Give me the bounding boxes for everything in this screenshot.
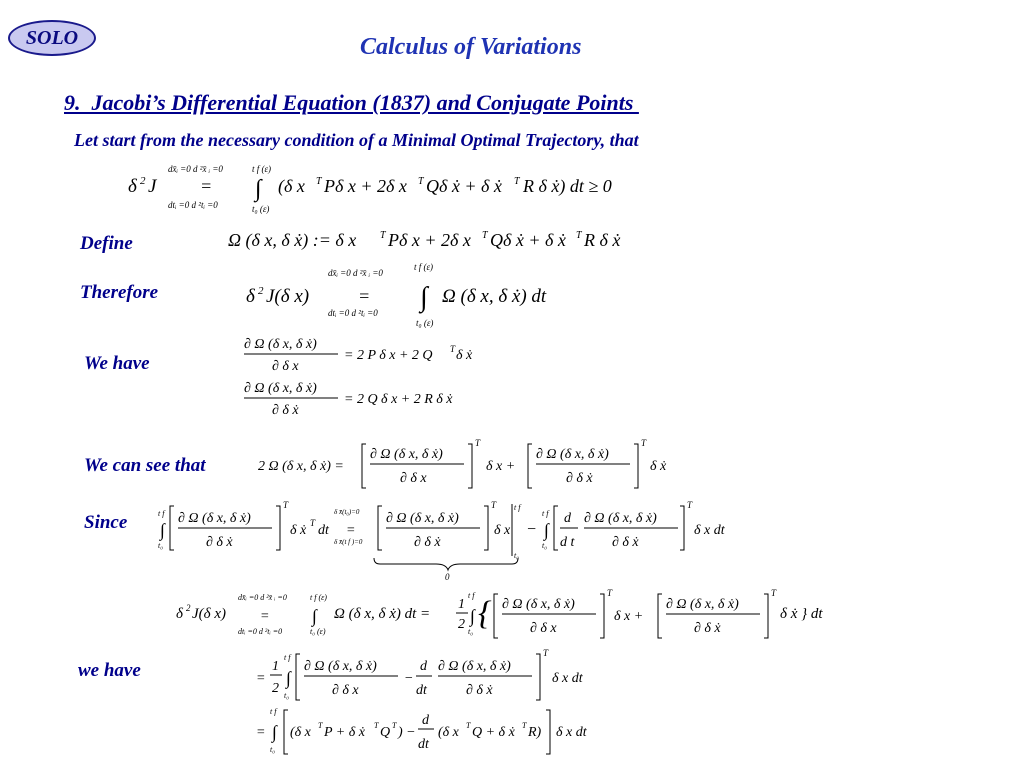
- svg-text:Qδ ẋ + δ ẋ: Qδ ẋ + δ ẋ: [490, 230, 566, 250]
- svg-text:(δ x: (δ x: [278, 176, 305, 196]
- svg-text:∂ Ω (δ x, δ ẋ): ∂ Ω (δ x, δ ẋ): [536, 447, 609, 462]
- svg-text:dt: dt: [418, 737, 429, 752]
- solo-badge: [8, 20, 96, 56]
- svg-text:∂ Ω (δ x, δ ẋ): ∂ Ω (δ x, δ ẋ): [178, 511, 251, 526]
- svg-text:δ x dt: δ x dt: [694, 523, 725, 538]
- svg-text:T: T: [687, 500, 693, 510]
- svg-text:∂ δ x: ∂ δ x: [272, 359, 299, 374]
- label-since: Since: [84, 512, 128, 533]
- svg-text:−: −: [404, 671, 414, 686]
- label-define: Define: [80, 233, 133, 254]
- svg-text:R δ ẋ) dt ≥ 0: R δ ẋ) dt ≥ 0: [523, 176, 612, 196]
- svg-text:T: T: [318, 721, 323, 730]
- svg-text:Pδ x + 2δ x: Pδ x + 2δ x: [388, 230, 471, 250]
- svg-text:δ x̄(t₀)=0: δ x̄(t₀)=0: [334, 508, 360, 516]
- svg-text:2: 2: [186, 603, 191, 613]
- equation-therefore: [246, 262, 576, 334]
- svg-text:δ ẋ: δ ẋ: [456, 348, 473, 363]
- svg-text:T: T: [450, 344, 456, 354]
- svg-text:∂ δ x: ∂ δ x: [332, 683, 359, 698]
- svg-text:t f: t f: [468, 591, 475, 600]
- svg-text:T: T: [283, 500, 289, 510]
- svg-text:T: T: [316, 176, 322, 187]
- svg-text:= 2 Q δ x + 2 R δ ẋ: = 2 Q δ x + 2 R δ ẋ: [344, 392, 453, 407]
- equation-second-variation-form: [176, 588, 776, 644]
- label-we-have: We have: [84, 353, 150, 374]
- svg-text:t₀: t₀: [270, 745, 276, 754]
- svg-text:∂ δ ẋ: ∂ δ ẋ: [466, 683, 493, 698]
- svg-text:∂ Ω (δ x, δ ẋ): ∂ Ω (δ x, δ ẋ): [438, 659, 511, 674]
- svg-text:∂ δ x: ∂ δ x: [400, 471, 427, 486]
- svg-text:t₀: t₀: [284, 691, 290, 700]
- svg-text:T: T: [576, 230, 582, 241]
- svg-text:2: 2: [140, 175, 146, 187]
- svg-text:dt: dt: [416, 683, 427, 698]
- svg-text:t₀ (ε): t₀ (ε): [252, 204, 270, 214]
- svg-text:) −: ) −: [398, 725, 416, 740]
- svg-text:=: =: [200, 176, 213, 196]
- svg-text:∫: ∫: [470, 606, 475, 626]
- svg-text:Ω (δ x, δ ẋ) := δ x: Ω (δ x, δ ẋ) := δ x: [228, 230, 357, 250]
- svg-text:∫: ∫: [544, 520, 549, 540]
- svg-text:R): R): [528, 725, 542, 740]
- svg-text:t₀: t₀: [468, 627, 474, 636]
- svg-text:1: 1: [458, 597, 465, 612]
- svg-text:∂ δ ẋ: ∂ δ ẋ: [566, 471, 593, 486]
- svg-text:∂ Ω (δ x, δ ẋ): ∂ Ω (δ x, δ ẋ): [666, 597, 739, 612]
- svg-text:t f: t f: [284, 653, 291, 662]
- equation-euler-homogeneous: [258, 440, 678, 494]
- svg-text:T: T: [482, 230, 488, 241]
- svg-text:∫: ∫: [286, 668, 291, 688]
- svg-text:T: T: [771, 588, 777, 598]
- svg-text:t f: t f: [270, 707, 277, 716]
- svg-text:t f: t f: [542, 509, 549, 518]
- svg-text:t f (ε): t f (ε): [252, 164, 272, 174]
- svg-text:dtᵢ =0 d ²tᵢ =0: dtᵢ =0 d ²tᵢ =0: [328, 308, 378, 318]
- svg-text:T: T: [641, 438, 647, 448]
- svg-text:d: d: [420, 659, 427, 674]
- svg-text:∂ δ ẋ: ∂ δ ẋ: [206, 535, 233, 550]
- svg-text:δ x dt: δ x dt: [556, 725, 587, 740]
- svg-text:Qδ ẋ + δ ẋ: Qδ ẋ + δ ẋ: [426, 176, 502, 196]
- svg-text:∫: ∫: [255, 176, 262, 202]
- svg-text:δ ẋ: δ ẋ: [290, 523, 307, 538]
- svg-text:∂ Ω (δ x, δ ẋ): ∂ Ω (δ x, δ ẋ): [244, 381, 317, 396]
- svg-text:R δ ẋ: R δ ẋ: [584, 230, 621, 250]
- svg-text:Ω (δ x, δ ẋ) dt =: Ω (δ x, δ ẋ) dt =: [334, 606, 431, 622]
- svg-text:δ: δ: [128, 176, 137, 197]
- equation-second-variation: [128, 158, 648, 218]
- svg-text:P + δ ẋ: P + δ ẋ: [324, 725, 365, 740]
- svg-text:∫: ∫: [160, 520, 165, 540]
- svg-text:t₀: t₀: [158, 541, 164, 550]
- svg-text:t f: t f: [514, 503, 521, 512]
- svg-text:T: T: [522, 721, 527, 730]
- svg-text:δ x +: δ x +: [486, 459, 516, 474]
- svg-text:Q: Q: [380, 725, 391, 740]
- svg-text:∂ δ ẋ: ∂ δ ẋ: [414, 535, 441, 550]
- svg-text:Q + δ ẋ: Q + δ ẋ: [472, 725, 515, 740]
- svg-text:t₀ (ε): t₀ (ε): [310, 627, 326, 636]
- svg-text:d: d: [422, 713, 429, 728]
- svg-text:d: d: [564, 511, 571, 526]
- equation-integration-by-parts: [156, 500, 736, 580]
- svg-text:=: =: [256, 725, 266, 740]
- svg-text:t f: t f: [158, 509, 165, 518]
- svg-text:dx̄ᵢ =0 d ²x̄ ᵢ =0: dx̄ᵢ =0 d ²x̄ ᵢ =0: [238, 593, 287, 602]
- svg-text:∫: ∫: [272, 722, 277, 742]
- svg-text:δ: δ: [176, 606, 183, 622]
- intro-text: Let start from the necessary condition of a Minimal Optimal Trajectory, that: [74, 130, 639, 150]
- equation-we-have-b: [256, 706, 616, 762]
- svg-text:Pδ x + 2δ x: Pδ x + 2δ x: [324, 176, 407, 196]
- svg-text:T: T: [392, 721, 397, 730]
- svg-text:t₀ (ε): t₀ (ε): [416, 318, 434, 328]
- svg-text:dx̄ᵢ =0 d ²x̄ ᵢ =0: dx̄ᵢ =0 d ²x̄ ᵢ =0: [168, 164, 223, 174]
- svg-text:2: 2: [458, 617, 465, 632]
- svg-text:δ x̄(t f )=0: δ x̄(t f )=0: [334, 538, 363, 546]
- svg-text:=: =: [260, 609, 270, 624]
- page-title: Calculus of Variations: [360, 34, 582, 60]
- svg-text:=: =: [346, 523, 356, 538]
- equation-omega-definition: [228, 226, 628, 256]
- equation-second-variation-tail: δ ẋ } dt: [780, 606, 823, 622]
- svg-text:t f (ε): t f (ε): [310, 593, 327, 602]
- svg-text:t₀: t₀: [514, 551, 520, 560]
- svg-text:T: T: [543, 648, 549, 658]
- svg-text:∫: ∫: [420, 282, 428, 313]
- svg-text:δ: δ: [246, 286, 255, 307]
- svg-text:2 Ω (δ x, δ ẋ) =: 2 Ω (δ x, δ ẋ) =: [258, 459, 344, 474]
- svg-text:T: T: [514, 176, 520, 187]
- svg-text:J(δ x): J(δ x): [266, 286, 310, 307]
- section-heading: 9. Jacobi’s Differential Equation (1837) and Conjugate Points: [64, 90, 639, 115]
- svg-text:=: =: [256, 671, 266, 686]
- svg-text:T: T: [607, 588, 613, 598]
- equation-we-have-a: [256, 650, 616, 706]
- svg-text:dtᵢ =0 d ²tᵢ =0: dtᵢ =0 d ²tᵢ =0: [238, 627, 283, 636]
- svg-text:t₀: t₀: [542, 541, 548, 550]
- svg-text:2: 2: [258, 285, 264, 297]
- svg-text:(δ x: (δ x: [438, 725, 459, 740]
- svg-text:∂ Ω (δ x, δ ẋ): ∂ Ω (δ x, δ ẋ): [370, 447, 443, 462]
- svg-text:(δ x: (δ x: [290, 725, 311, 740]
- svg-text:dx̄ᵢ =0 d ²x̄ ᵢ =0: dx̄ᵢ =0 d ²x̄ ᵢ =0: [328, 268, 383, 278]
- svg-text:d t: d t: [560, 535, 575, 550]
- svg-text:Ω (δ x, δ ẋ) dt: Ω (δ x, δ ẋ) dt: [442, 286, 547, 307]
- svg-text:T: T: [380, 230, 386, 241]
- svg-text:∂ Ω (δ x, δ ẋ): ∂ Ω (δ x, δ ẋ): [502, 597, 575, 612]
- svg-text:∫: ∫: [312, 606, 317, 626]
- svg-text:J(δ x): J(δ x): [192, 606, 227, 622]
- svg-text:δ x: δ x: [494, 523, 511, 538]
- svg-text:δ ẋ: δ ẋ: [650, 459, 667, 474]
- svg-text:T: T: [310, 518, 316, 528]
- svg-text:1: 1: [272, 659, 279, 674]
- svg-text:dt: dt: [318, 523, 329, 538]
- svg-text:= 2 P δ x + 2 Q: = 2 P δ x + 2 Q: [344, 348, 433, 363]
- svg-text:=: =: [358, 286, 371, 306]
- svg-text:∂ δ ẋ: ∂ δ ẋ: [694, 621, 721, 636]
- svg-text:∂ Ω (δ x, δ ẋ): ∂ Ω (δ x, δ ẋ): [244, 337, 317, 352]
- equation-partials: [244, 332, 504, 422]
- svg-text:{: {: [478, 595, 492, 632]
- svg-text:T: T: [491, 500, 497, 510]
- label-we-can-see-that: We can see that: [84, 455, 206, 476]
- svg-text:T: T: [466, 721, 471, 730]
- svg-text:t f (ε): t f (ε): [414, 262, 434, 272]
- svg-text:∂ δ ẋ: ∂ δ ẋ: [272, 403, 299, 418]
- svg-text:δ x dt: δ x dt: [552, 671, 583, 686]
- svg-text:T: T: [418, 176, 424, 187]
- svg-text:∂ δ x: ∂ δ x: [530, 621, 557, 636]
- label-therefore: Therefore: [80, 282, 159, 303]
- svg-text:T: T: [374, 721, 379, 730]
- svg-text:∂ Ω (δ x, δ ẋ): ∂ Ω (δ x, δ ẋ): [386, 511, 459, 526]
- solo-label: SOLO: [25, 26, 79, 49]
- svg-text:T: T: [475, 438, 481, 448]
- svg-text:2: 2: [272, 681, 279, 696]
- label-we-have-2: we have: [78, 660, 141, 681]
- svg-text:dtᵢ =0 d ²tᵢ =0: dtᵢ =0 d ²tᵢ =0: [168, 200, 218, 210]
- svg-text:∂ Ω (δ x, δ ẋ): ∂ Ω (δ x, δ ẋ): [304, 659, 377, 674]
- svg-text:δ x +: δ x +: [614, 609, 644, 624]
- svg-text:0: 0: [445, 572, 450, 582]
- svg-text:∂ δ ẋ: ∂ δ ẋ: [612, 535, 639, 550]
- svg-text:J: J: [148, 176, 157, 197]
- svg-text:−: −: [526, 521, 537, 538]
- svg-text:∂ Ω (δ x, δ ẋ): ∂ Ω (δ x, δ ẋ): [584, 511, 657, 526]
